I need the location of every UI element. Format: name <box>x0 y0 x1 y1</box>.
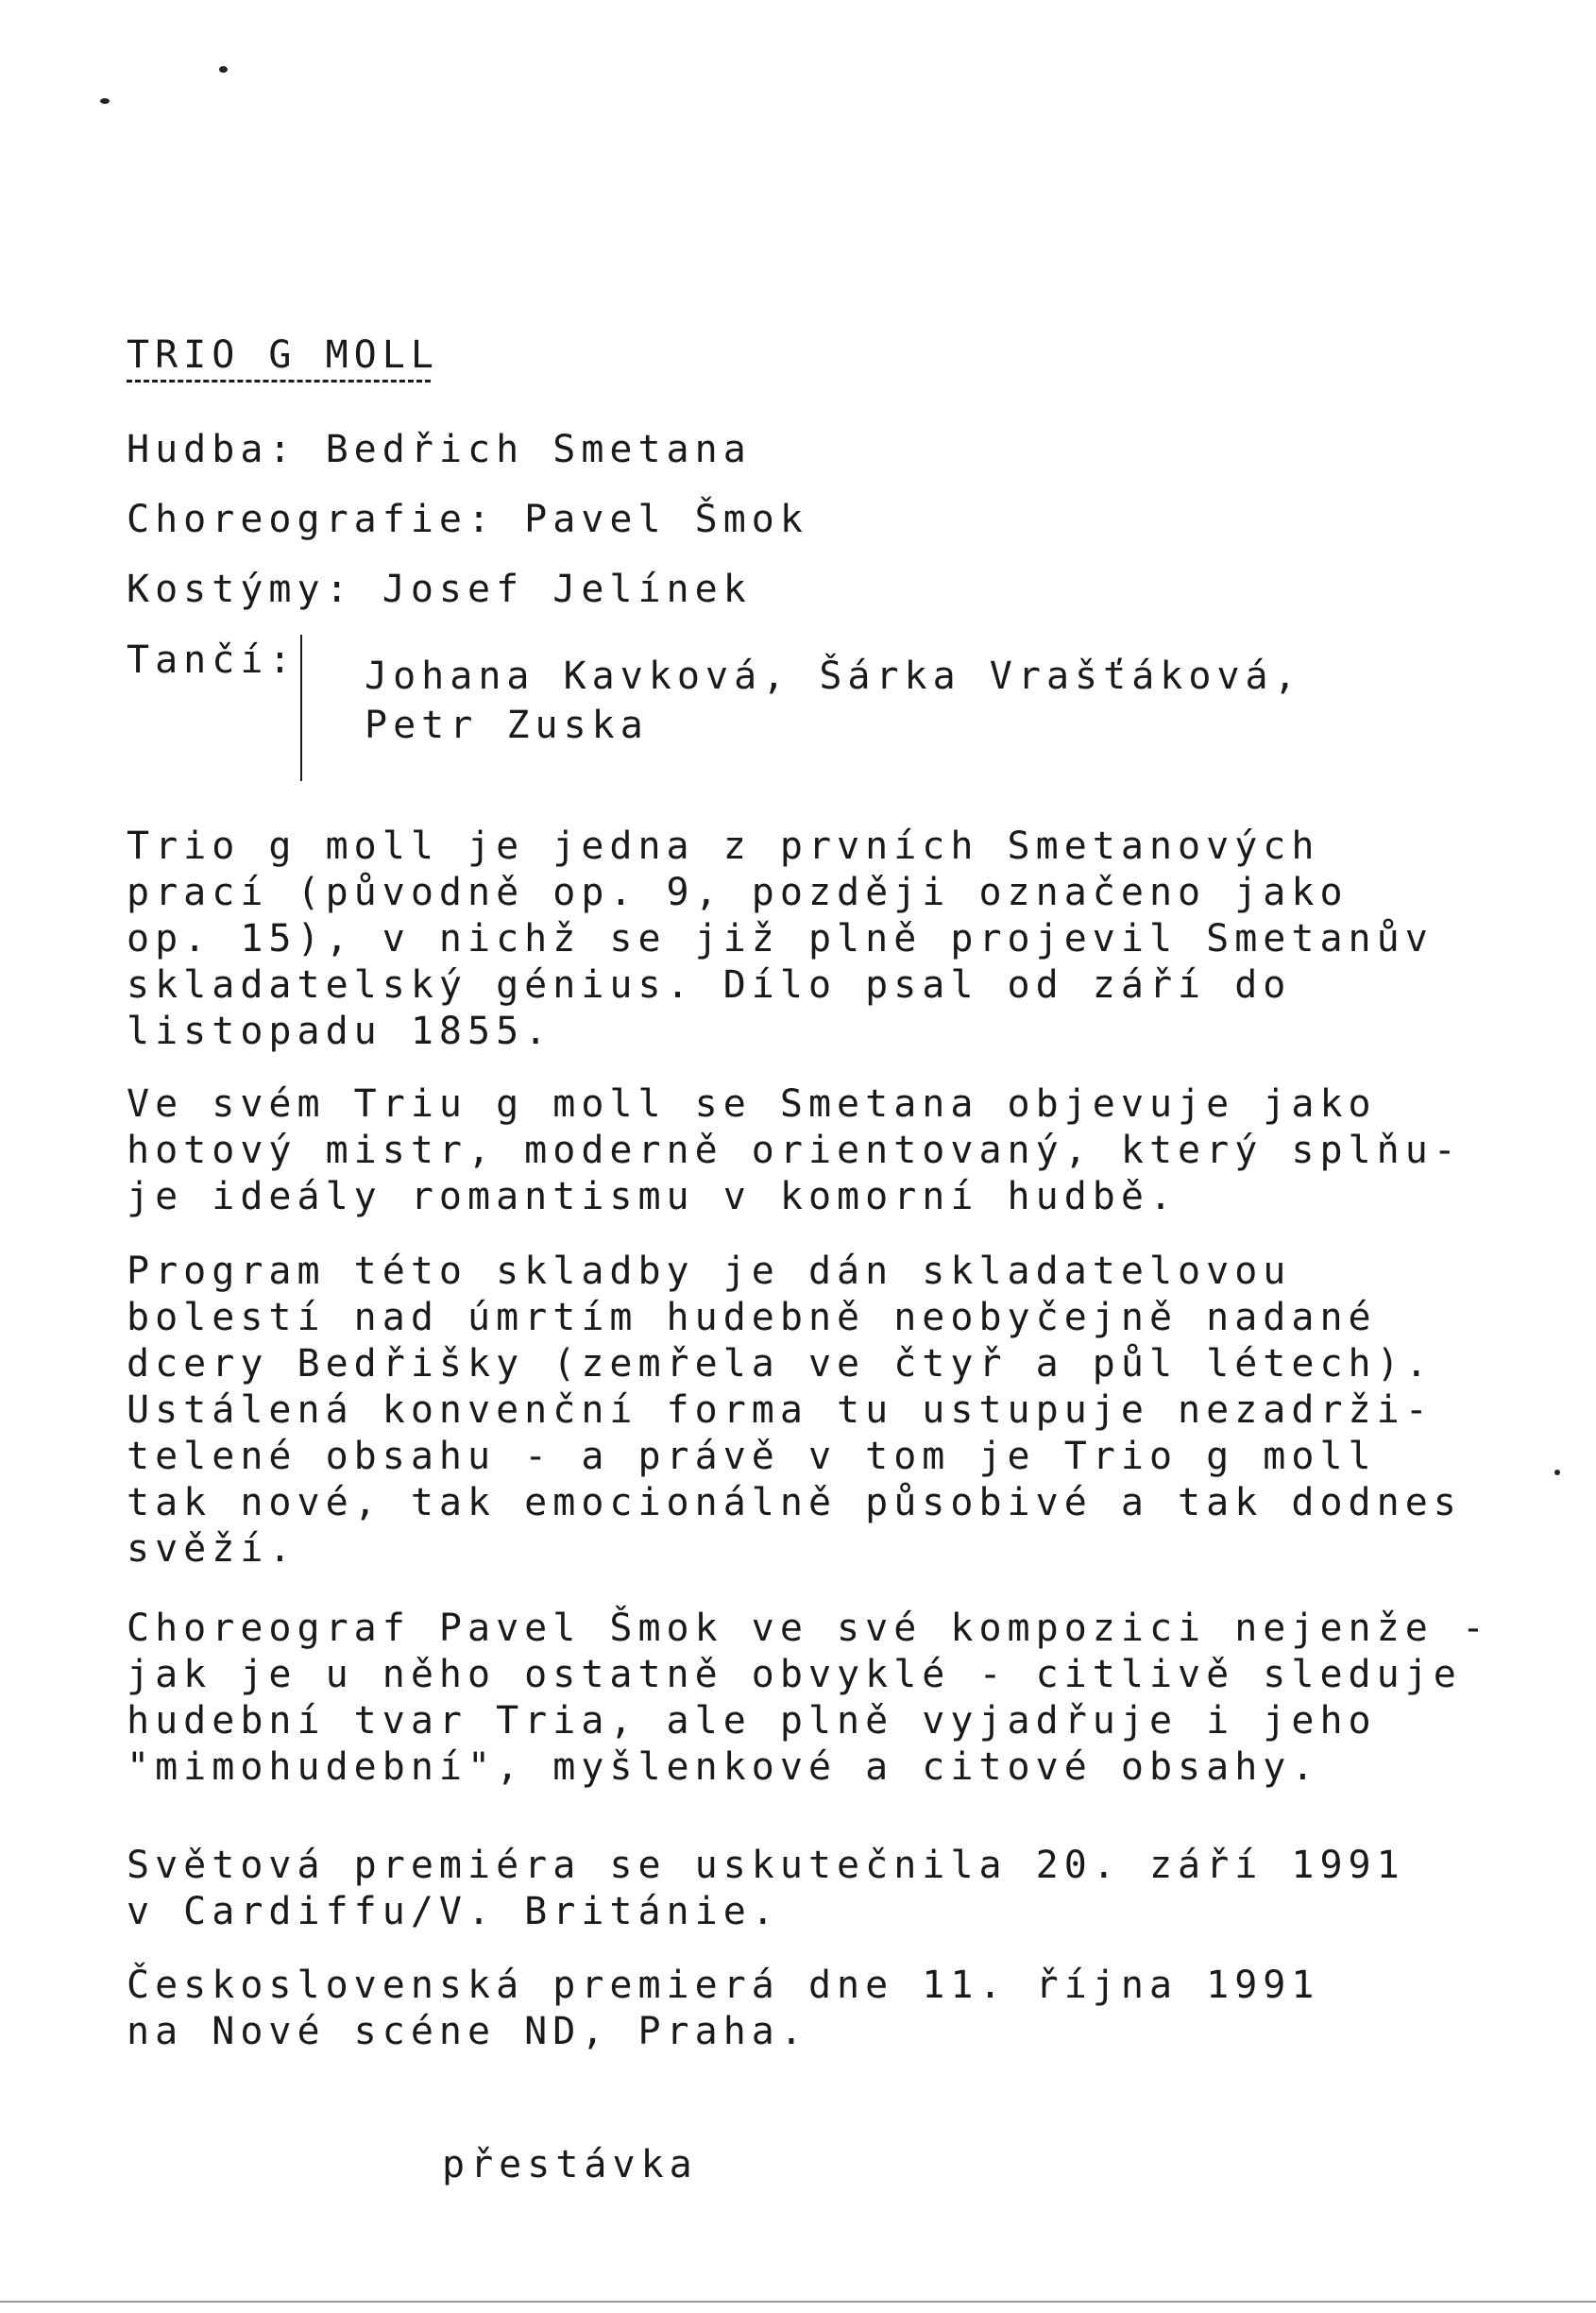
ink-speck <box>1554 1470 1560 1475</box>
czechoslovak-premiere: Československá premierá dne 11. října 1991 na Nové scéne ND, Praha. <box>127 1964 1320 2053</box>
ink-speck <box>219 66 228 73</box>
credit-dancers-label: Tančí: <box>127 638 297 682</box>
credit-music: Hudba: Bedřich Smetana <box>127 428 752 471</box>
page-title: TRIO G MOLL <box>127 333 439 377</box>
intermission-note: přestávka <box>442 2143 698 2186</box>
dancers-bracket <box>300 635 302 781</box>
dancers-line: Petr Zuska <box>365 704 649 747</box>
title-underline <box>127 380 431 383</box>
paragraph-intro: Trio g moll je jedna z prvních Smetanových prací (původně op. 9, později označeno jako op. 15), v nichž se již plně projevil Smetanův skladatelský génius. Dílo psal od září do listopadu 1855. <box>127 825 1434 1053</box>
credit-dancers-list <box>365 652 1302 750</box>
credit-costumes: Kostýmy: Josef Jelínek <box>127 568 752 611</box>
world-premiere: Světová premiéra se uskutečnila 20. září 1991 v Cardiffu/V. Británie. <box>127 1844 1405 1933</box>
dancers-line: Johana Kavková, Šárka Vrašťáková, <box>365 655 1302 698</box>
paragraph-program: Program této skladby je dán skladatelovou bolestí nad úmrtím hudebně neobyčejně nadané dcery Bedřišky (zemřela ve čtyř a půl létech). Ustálená konvenční forma tu ustupuje nezadrži- telené obsahu - a právě v tom je Trio g moll tak nové, tak emocionálně působivé a tak dodnes svěží. <box>127 1250 1462 1571</box>
page-edge-line <box>0 2301 1596 2303</box>
ink-speck <box>100 98 110 104</box>
credit-choreography: Choreografie: Pavel Šmok <box>127 498 808 541</box>
paragraph-choreographer: Choreograf Pavel Šmok ve své kompozici nejenže - jak je u něho ostatně obvyklé - citlivě sleduje hudební tvar Tria, ale plně vyjadřuje i jeho "mimohudební", myšlenkové a citové obsahy. <box>127 1607 1490 1789</box>
paragraph-master: Ve svém Triu g moll se Smetana objevuje jako hotový mistr, moderně orientovaný, který splňu- je ideály romantismu v komorní hudbě. <box>127 1082 1462 1218</box>
